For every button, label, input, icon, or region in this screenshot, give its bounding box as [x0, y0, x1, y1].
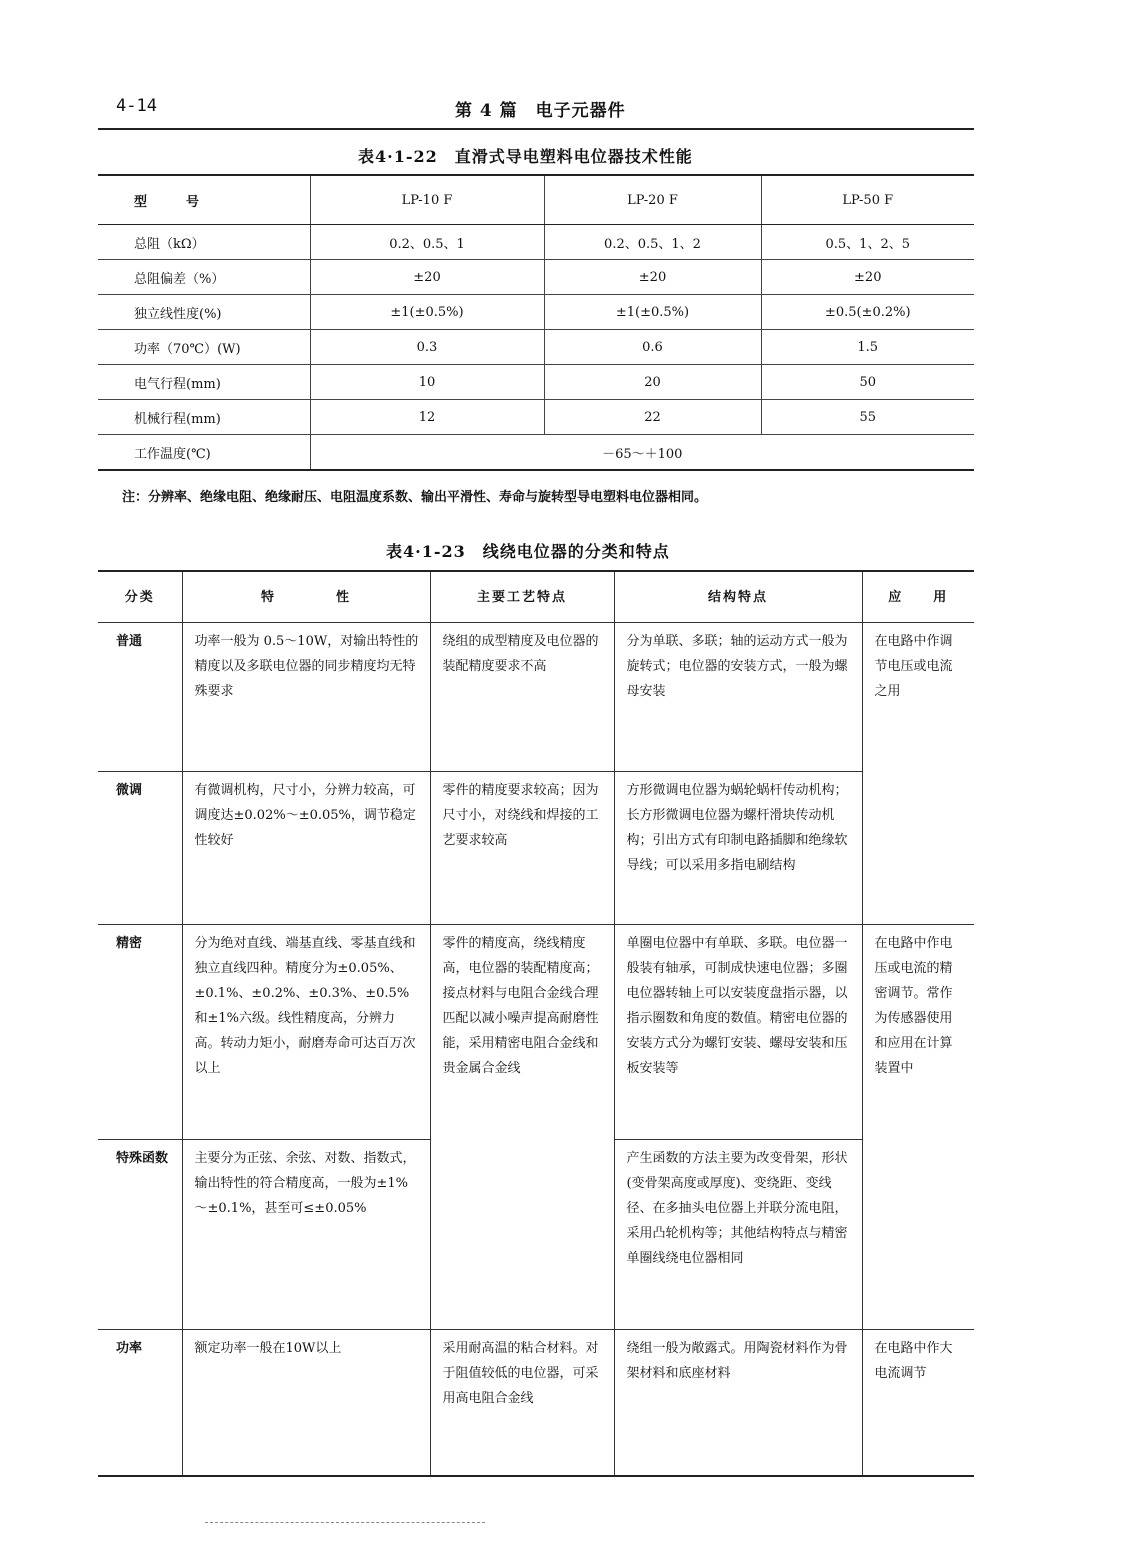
header-cell: LP-50 F [761, 175, 974, 225]
table1-note: 注：分辨率、绝缘电阻、绝缘耐压、电阻温度系数、输出平滑性、寿命与旋转型导电塑料电位器相同。 [122, 490, 708, 505]
structure-cell: 分为单联、多联；轴的运动方式一般为旋转式；电位器的安装方式，一般为螺母安装 [614, 623, 862, 772]
table-cell: 20 [544, 365, 761, 400]
process-cell: 绕组的成型精度及电位器的装配精度要求不高 [430, 623, 614, 772]
table2-caption: 表4·1-23 线绕电位器的分类和特点 [386, 542, 670, 561]
scan-artifact-line [205, 1522, 485, 1523]
characteristic-cell: 功率一般为 0.5～10W，对输出特性的精度以及多联电位器的同步精度均无特殊要求 [182, 623, 430, 772]
table-cell: 1.5 [761, 330, 974, 365]
category-cell: 普通 [98, 623, 182, 772]
wirewound-classification-table [98, 570, 974, 1477]
table-row [98, 225, 974, 260]
row-label: 电气行程(mm) [98, 365, 310, 400]
table-cell: 0.5、1、2、5 [761, 225, 974, 260]
table-cell: ±1(±0.5%) [544, 295, 761, 330]
header-cell: 结构特点 [614, 571, 862, 623]
application-cell: 在电路中作大电流调节 [862, 1330, 974, 1476]
table-cell: 22 [544, 400, 761, 435]
category-cell: 特殊函数 [98, 1140, 182, 1330]
header-rule [98, 128, 974, 130]
table-cell: ±20 [310, 260, 544, 295]
process-cell: 零件的精度要求较高；因为尺寸小，对绕线和焊接的工艺要求较高 [430, 772, 614, 925]
table-row [98, 925, 974, 1140]
header-cell: LP-10 F [310, 175, 544, 225]
table-cell: 0.3 [310, 330, 544, 365]
table-row [98, 295, 974, 330]
header-cell: 特 性 [182, 571, 430, 623]
category-cell: 微调 [98, 772, 182, 925]
characteristic-cell: 主要分为正弦、余弦、对数、指数式，输出特性的符合精度高，一般为±1%～±0.1%，甚至可≤±0.05% [182, 1140, 430, 1330]
table-cell: 0.6 [544, 330, 761, 365]
table-row [98, 330, 974, 365]
characteristic-cell: 有微调机构，尺寸小，分辨力较高，可调度达±0.02%～±0.05%，调节稳定性较好 [182, 772, 430, 925]
page-number: 4-14 [116, 96, 157, 116]
table-cell: －65～＋100 [310, 435, 974, 471]
row-label: 总阻（kΩ） [98, 225, 310, 260]
category-cell: 精密 [98, 925, 182, 1140]
table-row [98, 623, 974, 772]
structure-cell: 方形微调电位器为蜗轮蜗杆传动机构；长方形微调电位器为螺杆滑块传动机构；引出方式有印制电路插脚和绝缘软导线；可以采用多指电刷结构 [614, 772, 862, 925]
potentiometer-spec-table [98, 174, 974, 471]
table-cell: ±20 [544, 260, 761, 295]
table-cell: ±1(±0.5%) [310, 295, 544, 330]
characteristic-cell: 额定功率一般在10W以上 [182, 1330, 430, 1476]
table-cell: ±0.5(±0.2%) [761, 295, 974, 330]
table-row [98, 1330, 974, 1476]
header-cell: 分类 [98, 571, 182, 623]
row-label: 独立线性度(%) [98, 295, 310, 330]
table-cell: 0.2、0.5、1、2 [544, 225, 761, 260]
table-cell: ±20 [761, 260, 974, 295]
table-row [98, 435, 974, 471]
table-row [98, 400, 974, 435]
row-label: 功率（70℃）(W) [98, 330, 310, 365]
header-cell: 主要工艺特点 [430, 571, 614, 623]
section-title: 第 4 篇 电子元器件 [455, 101, 626, 121]
table-cell: 10 [310, 365, 544, 400]
application-cell: 在电路中作调节电压或电流之用 [862, 623, 974, 925]
header-cell: 型 号 [98, 175, 310, 225]
row-label: 总阻偏差（%） [98, 260, 310, 295]
table1-caption: 表4·1-22 直滑式导电塑料电位器技术性能 [358, 147, 693, 166]
table-header-row [98, 571, 974, 623]
table-row [98, 772, 974, 925]
table-header-row [98, 175, 974, 225]
process-cell: 采用耐高温的粘合材料。对于阻值较低的电位器，可采用高电阻合金线 [430, 1330, 614, 1476]
table-cell: 12 [310, 400, 544, 435]
process-cell: 零件的精度高，绕线精度高，电位器的装配精度高；接点材料与电阻合金线合理匹配以减小噪声提高耐磨性能，采用精密电阻合金线和贵金属合金线 [430, 925, 614, 1330]
characteristic-cell: 分为绝对直线、端基直线、零基直线和独立直线四种。精度分为±0.05%、±0.1%、±0.2%、±0.3%、±0.5%和±1%六级。线性精度高，分辨力高。转动力矩小，耐磨寿命可达百万次以上 [182, 925, 430, 1140]
structure-cell: 单圈电位器中有单联、多联。电位器一般装有轴承，可制成快速电位器；多圈电位器转轴上可以安装度盘指示器，以指示圈数和角度的数值。精密电位器的安装方式分为螺钉安装、螺母安装和压板安装等 [614, 925, 862, 1140]
table-row [98, 260, 974, 295]
header-cell: LP-20 F [544, 175, 761, 225]
category-cell: 功率 [98, 1330, 182, 1476]
table-cell: 0.2、0.5、1 [310, 225, 544, 260]
table-cell: 55 [761, 400, 974, 435]
row-label: 工作温度(℃) [98, 435, 310, 471]
table-cell: 50 [761, 365, 974, 400]
structure-cell: 产生函数的方法主要为改变骨架，形状(变骨架高度或厚度)、变绕距、变线径、在多抽头电位器上并联分流电阻，采用凸轮机构等；其他结构特点与精密单圈线绕电位器相同 [614, 1140, 862, 1330]
application-cell: 在电路中作电压或电流的精密调节。常作为传感器使用和应用在计算装置中 [862, 925, 974, 1330]
structure-cell: 绕组一般为敞露式。用陶瓷材料作为骨架材料和底座材料 [614, 1330, 862, 1476]
header-cell: 应 用 [862, 571, 974, 623]
table-row [98, 365, 974, 400]
row-label: 机械行程(mm) [98, 400, 310, 435]
